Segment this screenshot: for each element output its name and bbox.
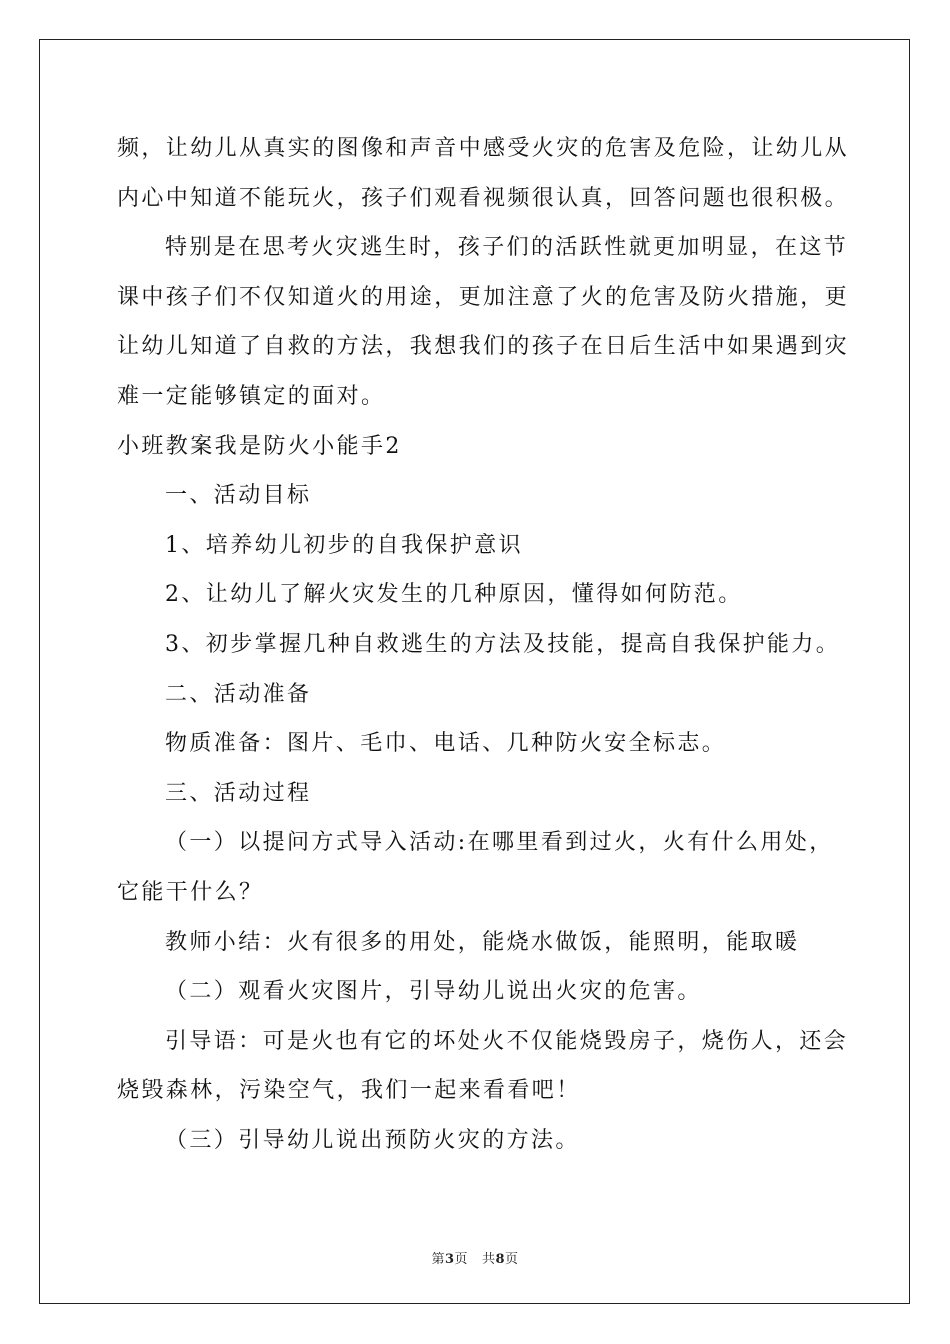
text-line: （二）观看火灾图片，引导幼儿说出火灾的危害。: [165, 979, 702, 1005]
text-line: 难一定能够镇定的面对。: [117, 383, 386, 409]
footer-page-total: 8: [495, 1252, 506, 1267]
page-footer: [0, 1251, 950, 1269]
document-body: [117, 124, 850, 1165]
text-line: 物质准备：图片、毛巾、电话、几种防火安全标志。: [165, 731, 727, 757]
text-line: 课中孩子们不仅知道火的用途，更加注意了火的危害及防火措施，更: [117, 284, 850, 310]
text-line: 小班教案我是防火小能手2: [117, 433, 402, 459]
text-line: 一、活动目标: [165, 483, 312, 509]
text-line: 三、活动过程: [165, 780, 312, 806]
text-line: 内心中知道不能玩火，孩子们观看视频很认真，回答问题也很积极。: [117, 185, 850, 211]
text-line: 1、培养幼儿初步的自我保护意识: [165, 532, 523, 558]
footer-total-suffix: 页: [505, 1252, 519, 1267]
footer-page-prefix: 第: [431, 1252, 445, 1267]
text-line: 3、初步掌握几种自救逃生的方法及技能，提高自我保护能力。: [165, 631, 841, 657]
text-line: 烧毁森林，污染空气，我们一起来看看吧！: [117, 1078, 581, 1104]
text-line: 让幼儿知道了自救的方法，我想我们的孩子在日后生活中如果遇到灾: [117, 334, 850, 360]
footer-total-prefix: 共: [481, 1252, 496, 1267]
text-line: 频，让幼儿从真实的图像和声音中感受火灾的危害及危险，让幼儿从: [117, 136, 850, 161]
text-line: （一）以提问方式导入活动:在哪里看到过火，火有什么用处，: [165, 830, 834, 856]
text-line: 2、让幼儿了解火灾发生的几种原因，懂得如何防范。: [165, 582, 743, 608]
footer-page-current: 3: [444, 1252, 455, 1267]
text-line: 引导语：可是火也有它的坏处火不仅能烧毁房子，烧伤人，还会: [165, 1028, 849, 1054]
text-line: 教师小结：火有很多的用处，能烧水做饭，能照明，能取暖: [165, 929, 800, 955]
footer-page-suffix: 页: [454, 1252, 469, 1267]
text-line: 特别是在思考火灾逃生时，孩子们的活跃性就更加明显，在这节: [165, 235, 849, 261]
text-line: 二、活动准备: [165, 681, 312, 707]
text-line: 它能干什么？: [117, 879, 264, 905]
text-line: （三）引导幼儿说出预防火灾的方法。: [165, 1127, 580, 1153]
